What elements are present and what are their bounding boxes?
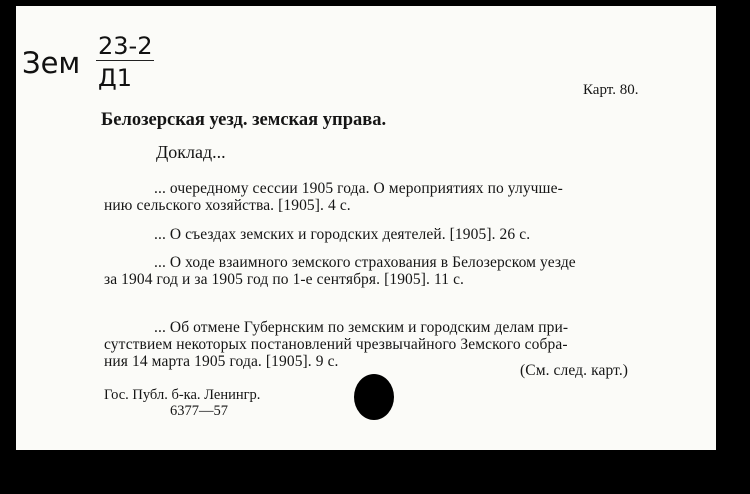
entry-4-line-1: ... Об отмене Губернским по земским и городским делам при- — [154, 319, 569, 336]
card-subheading: Доклад... — [156, 142, 226, 162]
punch-hole — [354, 374, 394, 420]
library-stamp: Гос. Публ. б-ка. Ленингр. — [104, 387, 261, 403]
entry-4-line-3: ния 14 марта 1905 года. [1905]. 9 с. — [104, 353, 339, 370]
entry-2-line-1: ... О съездах земских и городских деятелей. [1905]. 26 с. — [154, 226, 531, 243]
continuation-note: (См. след. карт.) — [520, 362, 629, 379]
catalog-card — [16, 6, 716, 450]
entry-3-line-2: за 1904 год и за 1905 год по 1-е сентября. [1905]. 11 с. — [104, 271, 465, 288]
entry-1-line-2: нию сельского хозяйства. [1905]. 4 с. — [104, 197, 351, 214]
entry-1-line-1: ... очередному сессии 1905 года. О мероприятиях по улучше- — [154, 180, 563, 197]
handwritten-numerator: 23-2 — [98, 32, 153, 60]
handwritten-prefix: Зем — [22, 46, 81, 80]
entry-3-line-1: ... О ходе взаимного земского страхования в Белозерском уезде — [154, 254, 576, 271]
card-heading: Белозерская уезд. земская управа. — [101, 110, 387, 130]
catalog-number: Карт. 80. — [583, 82, 639, 98]
handwritten-denominator: Д1 — [98, 64, 133, 92]
stamp-number: 6377—57 — [170, 403, 228, 419]
entry-4-line-2: сутствием некоторых постановлений чрезвычайного Земского собра- — [104, 336, 568, 353]
